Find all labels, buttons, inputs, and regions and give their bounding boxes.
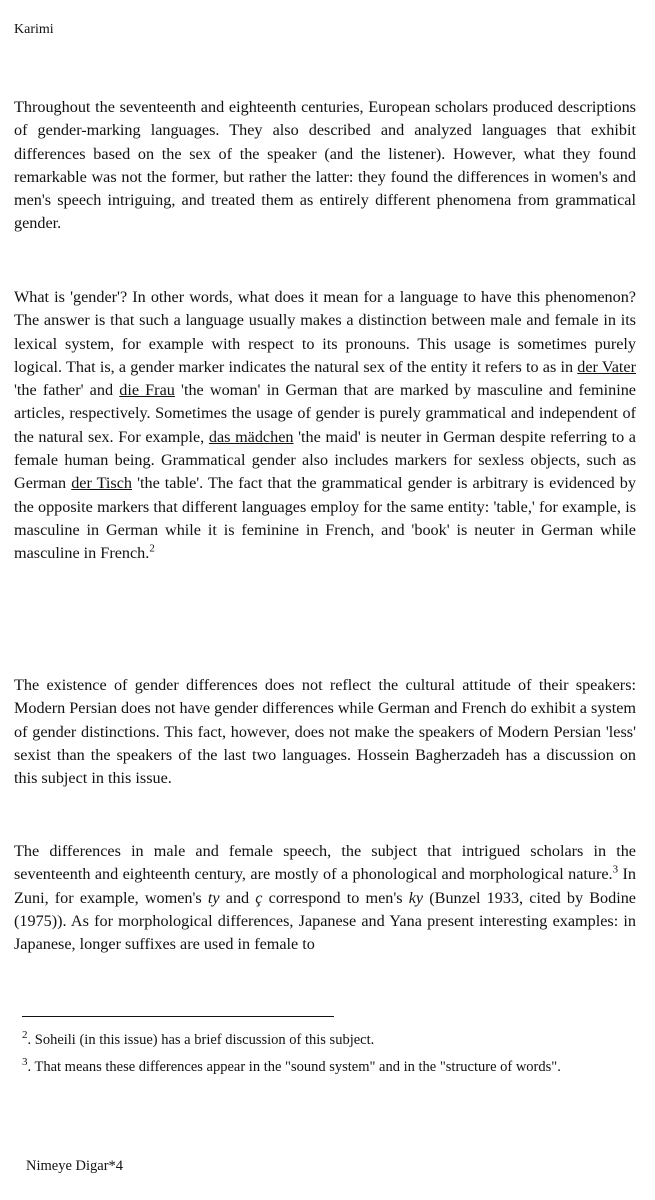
footnote-3 bbox=[22, 1057, 646, 1077]
footnote-divider bbox=[22, 1016, 334, 1017]
text-run: What is 'gender'? In other words, what does it mean for a language to have this phenomenon? The answer is that such a language usually makes a distinction between male and female in its lexical system, for example with respect to its pronouns. This usage is sometimes purely logical. That is, a gender marker indicates the natural sex of the entity it refers to as in bbox=[14, 288, 636, 376]
text-run: 'the maid' is neuter in German despite referring to a female human being. Grammatical gender also includes markers for sexless objects, such as German bbox=[14, 427, 636, 493]
example-der-vater: der Vater bbox=[577, 357, 636, 376]
footnote-ref-2[interactable]: 2 bbox=[149, 542, 155, 555]
running-header-author: Karimi bbox=[14, 22, 54, 37]
example-ky: ky bbox=[408, 888, 424, 907]
paragraph-3: The existence of gender differences does not reflect the cultural attitude of their speakers: Modern Persian does not have gender differences while German and French do exhibit a system of gender distinctions. This fact, however, does not make the speakers of Modern Persian 'less' sexist than the speakers of the last two languages. Hossein Bagherzadeh has a discussion on this subject in this issue. bbox=[14, 676, 636, 788]
running-footer: Nimeye Digar*4 bbox=[26, 1158, 124, 1174]
text-run: 'the father' and bbox=[14, 381, 120, 400]
text-run: correspond to men's bbox=[262, 888, 409, 907]
text-run: The differences in male and female speech, the subject that intrigued scholars in the seventeenth and eighteenth century, are mostly of a phonological and morphological nature. bbox=[14, 842, 636, 884]
paragraph-4 bbox=[14, 840, 636, 956]
example-das-madchen: das mädchen bbox=[208, 427, 294, 446]
text-run: (Bunzel 1933, cited by Bodine (1975)). As for morphological differences, Japanese and Yana present interesting examples: in Japanese, longer suffixes are used in female to bbox=[14, 888, 636, 954]
footnote-text: . That means these differences appear in the "sound system" and in the "structure of words". bbox=[27, 1059, 561, 1075]
example-die-frau: die Frau bbox=[119, 381, 175, 400]
footnote-number: 2 bbox=[22, 1029, 28, 1042]
text-run: and bbox=[219, 888, 256, 907]
text-run: 'the table'. The fact that the grammatical gender is arbitrary is evidenced by the opposite markers that different languages employ for the same entity: 'table,' for example, is masculine in German while it is feminine in French, and 'book' is neuter in German while masculine in French. bbox=[14, 474, 636, 563]
paragraph-1: Throughout the seventeenth and eighteenth centuries, European scholars produced descriptions of gender-marking languages. They also described and analyzed languages that exhibit differences based on the sex of the speaker (and the listener). However, what they found remarkable was not the former, but rather the latter: they found the differences in women's and men's speech intriguing, and treated them as entirely different phenomena from grammatical gender. bbox=[14, 98, 636, 233]
footnote-ref-3[interactable]: 3 bbox=[612, 863, 619, 876]
text-run: In Zuni, for example, women's bbox=[14, 865, 637, 907]
example-c-cedilla: ç bbox=[255, 888, 263, 907]
text-run: 'the woman' in German that are marked by masculine and feminine articles, respectively. Sometimes the usage of gender is purely grammatical and independent of the natural sex. For example, bbox=[14, 381, 636, 446]
paragraph-2 bbox=[14, 286, 636, 566]
footnote-2 bbox=[22, 1030, 646, 1050]
example-der-tisch: der Tisch bbox=[71, 474, 133, 493]
footnote-text: . Soheili (in this issue) has a brief discussion of this subject. bbox=[27, 1032, 375, 1048]
footnote-number: 3 bbox=[22, 1056, 28, 1069]
example-ty: ty bbox=[207, 888, 220, 907]
